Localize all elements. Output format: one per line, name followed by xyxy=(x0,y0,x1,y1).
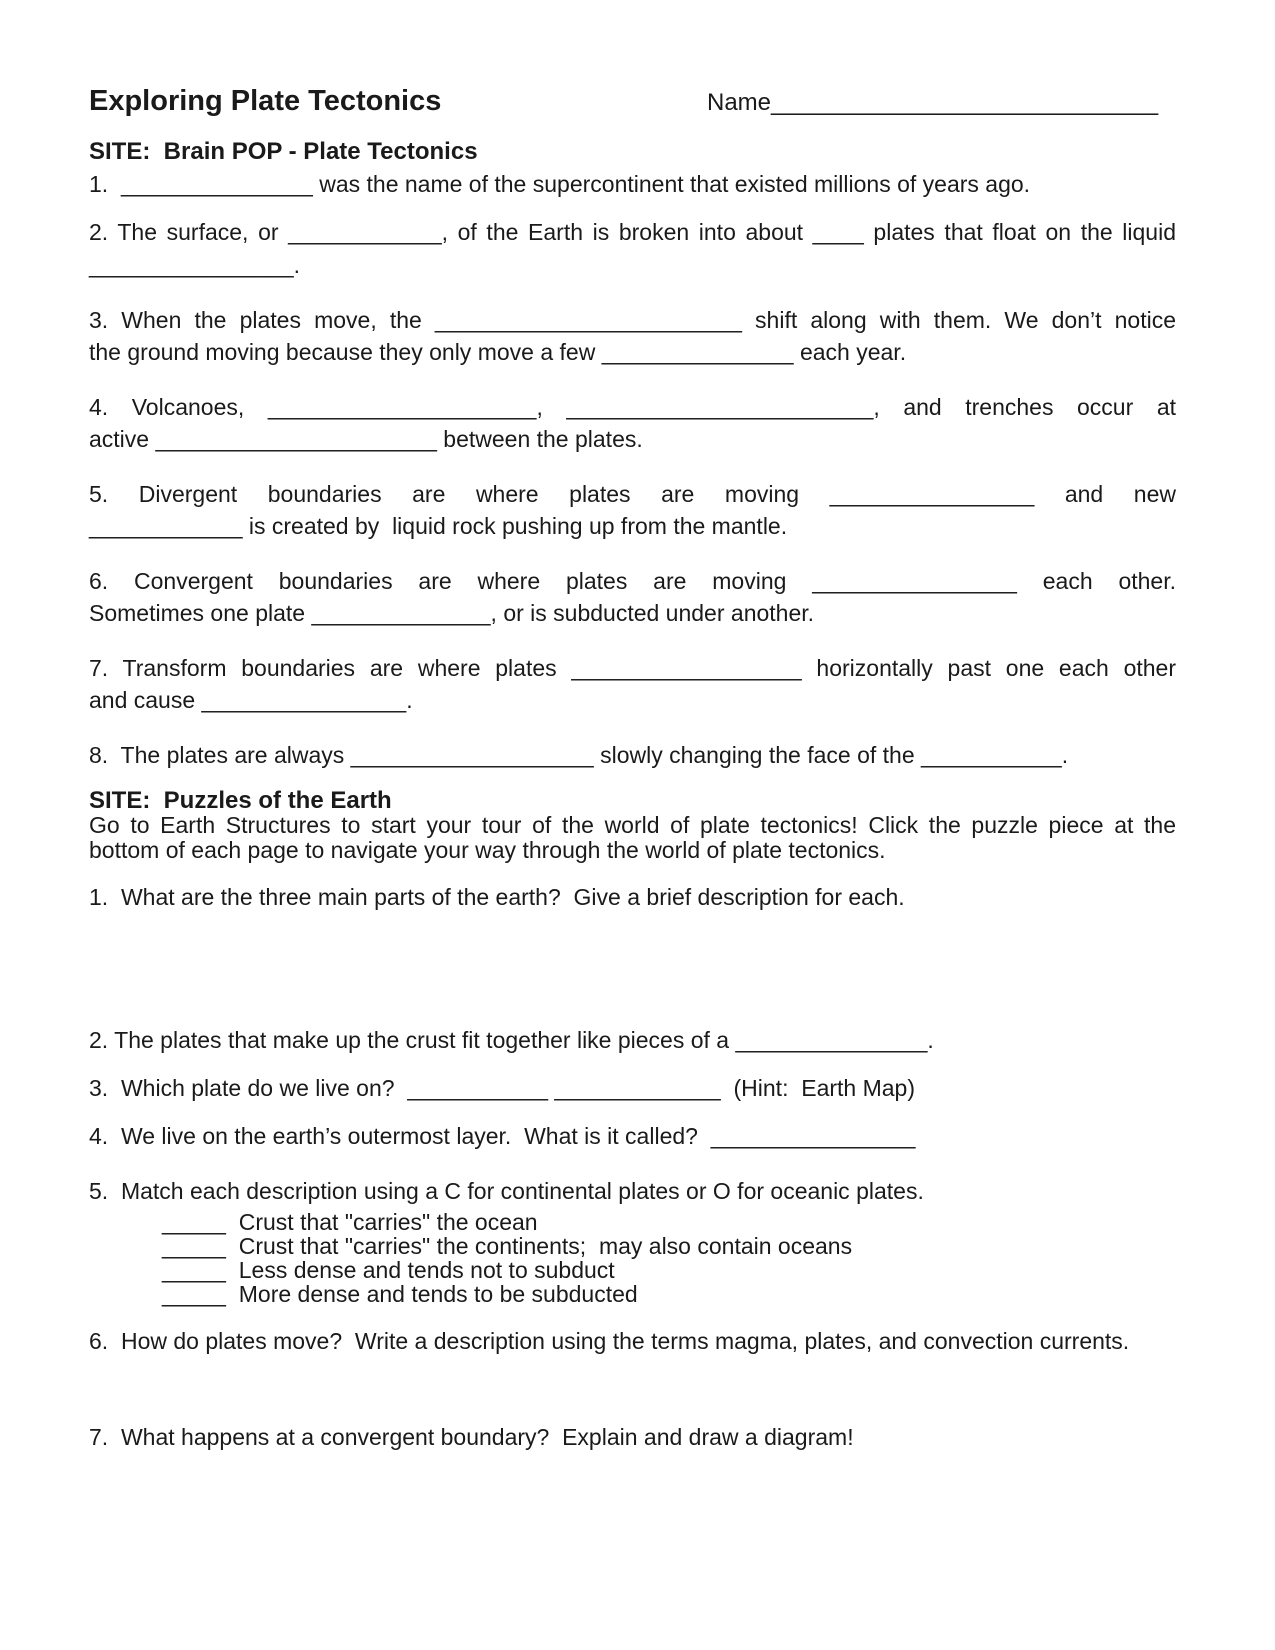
match-item: _____ More dense and tends to be subducted xyxy=(162,1281,638,1307)
puzzles-question-5: 5. Match each description using a C for continental plates or O for oceanic plates. xyxy=(89,1178,924,1204)
question-4-line-1: 4. Volcanoes, _____________________, ________________________, and trenches occur at xyxy=(89,394,1176,420)
section-intro-line-2: bottom of each page to navigate your way through the world of plate tectonics. xyxy=(89,837,886,863)
section-heading-puzzles: SITE: Puzzles of the Earth xyxy=(89,787,392,814)
puzzles-question-3: 3. Which plate do we live on? ___________ _____________ (Hint: Earth Map) xyxy=(89,1075,916,1101)
question-3-line-1: 3. When the plates move, the ________________________ shift along with them. We don’t notice xyxy=(89,307,1176,333)
match-item: _____ Less dense and tends not to subduct xyxy=(162,1257,615,1283)
question-7-line-1: 7. Transform boundaries are where plates __________________ horizontally past one each other xyxy=(89,655,1176,681)
match-item: _____ Crust that "carries" the ocean xyxy=(162,1209,538,1235)
question-7-line-2: and cause ________________. xyxy=(89,687,413,713)
question-1-line: 1. _______________ was the name of the supercontinent that existed millions of years ago. xyxy=(89,171,1031,197)
question-6-line-2: Sometimes one plate ______________, or is subducted under another. xyxy=(89,600,815,626)
question-3-line-2: the ground moving because they only move a few _______________ each year. xyxy=(89,339,907,365)
question-5-line-2: ____________ is created by liquid rock pushing up from the mantle. xyxy=(89,513,788,539)
question-2-line-1: 2. The surface, or ____________, of the Earth is broken into about ____ plates that float on the liquid xyxy=(89,219,1176,245)
puzzles-question-6: 6. How do plates move? Write a description using the terms magma, plates, and convection currents. xyxy=(89,1328,1130,1354)
match-item: _____ Crust that "carries" the continents; may also contain oceans xyxy=(162,1233,853,1259)
question-8-line: 8. The plates are always ___________________ slowly changing the face of the ___________. xyxy=(89,742,1069,768)
page-title: Exploring Plate Tectonics xyxy=(89,85,442,117)
puzzles-question-2: 2. The plates that make up the crust fit together like pieces of a _______________. xyxy=(89,1027,934,1053)
section-intro-line-1: Go to Earth Structures to start your tour of the world of plate tectonics! Click the puzzle piece at the xyxy=(89,812,1176,838)
question-5-line-1: 5. Divergent boundaries are where plates are moving ________________ and new xyxy=(89,481,1176,507)
section-heading-brainpop: SITE: Brain POP - Plate Tectonics xyxy=(89,138,478,165)
puzzles-question-7: 7. What happens at a convergent boundary? Explain and draw a diagram! xyxy=(89,1424,854,1450)
question-6-line-1: 6. Convergent boundaries are where plates are moving ________________ each other. xyxy=(89,568,1176,594)
section-intro xyxy=(89,813,1176,863)
name-field-label: Name_____________________________ xyxy=(707,89,1159,116)
puzzles-question-1: 1. What are the three main parts of the earth? Give a brief description for each. xyxy=(89,884,905,910)
question-4-line-2: active ______________________ between the plates. xyxy=(89,426,643,452)
puzzles-question-4: 4. We live on the earth’s outermost layer. What is it called? ________________ xyxy=(89,1123,916,1149)
question-2-line-2: ________________. xyxy=(89,252,301,278)
